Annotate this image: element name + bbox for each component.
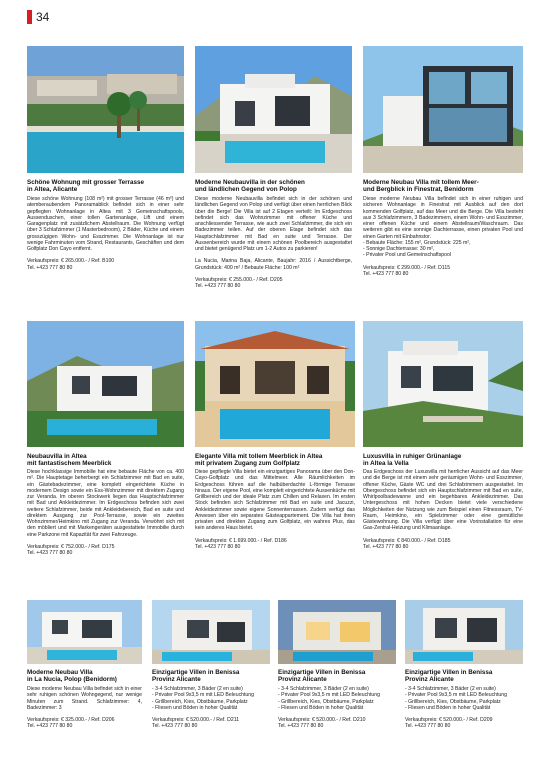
listing-title: mit fantastischem Meerblick	[27, 460, 112, 468]
listing-feature: - Grillbereich, Kies, Obstbäume, Parkplatz	[405, 698, 501, 705]
listing-feature: - Fliesen und Böden in hoher Qualität	[152, 704, 238, 711]
listing-card	[278, 600, 396, 775]
listing-title: in Altea la Vella	[363, 460, 409, 468]
property-photo-la-nucia-villa	[27, 600, 142, 664]
listing-title: Elegante Villa mit tollem Meerblick in Altea	[195, 453, 323, 460]
listing-card	[363, 46, 523, 306]
listing-title: Moderne Neubau Villa	[27, 669, 93, 676]
listing-title: Moderne Neubauvilla in der schönen	[195, 179, 305, 186]
page-marker	[27, 10, 32, 24]
listing-feature: - 3-4 Schlafzimmer, 3 Bäder (2 en suite)	[152, 686, 243, 692]
property-photo-benissa-villa	[152, 600, 270, 664]
listing-description: Diese gepflegte Villa bietet ein einzigartiges Panorama über den Don-Cayo-Golfplatz und das Mittelmeer. Alle Räumlichkeiten im Erdgeschoss führen auf die halbüberdachte L-förmige Terrasse hinaus. Der eigene Pool, eine komplett eingerichtete Aussenküche mit Grillbereich und der ideale Platz zum Chillen und Relaxen. Im ersten Stock befinden sich Schlafzimmer mit Bad en suite und Jacuzzi, Ankleidezimmer sowie eigene Sonnenterrassen. Zudem verfügt das Anwesen über ein separates Gästeappartement. Die Villa hat ihren privaten und direkten Zugang zum Golfplatz, ein wahres Plus, das kein anderes Haus bietet.	[195, 469, 355, 532]
listing-phone: Tel. +423 777 80 80	[363, 543, 409, 550]
listing-title: Luxusvilla in ruhiger Grünanlage	[363, 453, 462, 460]
listing-title: Moderne Neubau Villa mit tollem Meer-	[363, 179, 479, 186]
listing-feature: - 3-4 Schlafzimmer, 3 Bäder (2 en suite)	[278, 686, 369, 692]
listing-feature: - 3-4 Schlafzimmer, 3 Bäder (2 en suite)	[405, 686, 496, 692]
listing-title: Einzigartige Villen in Benissa	[405, 669, 493, 676]
property-photo-altea-neubauvilla	[27, 321, 184, 447]
listing-card	[27, 600, 142, 775]
listing-title: in Altea, Alicante	[27, 186, 78, 194]
listing-feature: - Privater Pool 9x3,5 m mit LED Beleuchtung	[152, 692, 255, 699]
listing-feature: - Fliesen und Böden in hoher Qualität	[278, 704, 364, 711]
listing-title: Provinz Alicante	[278, 676, 327, 684]
listing-title: Einzigartige Villen in Benissa	[278, 669, 366, 676]
listing-description: Diese moderne Neubau Villa befindet sich in einer ruhigen und sicheren Wohnanlage in Finestrat mit Ausblick auf den dort kommenden Golfplatz, auf das Meer und die Berge. Die Villa besteht aus 3 Schlafzimmern, 3 Badezimmern, einem Wohn- und Esszimmer, einer offenen Küche und einem Abstellraum/Waschraum. Das weiteren gibt es eine sonnige Dachterrasse, einen privaten Pool und einen Garten mit Einbahnstor.	[363, 196, 523, 240]
listing-card	[195, 321, 355, 589]
listing-description: Diese schöne Wohnung (108 m²) mit grosser Terrasse (46 m²) und atemberaubendem Panoramablick befindet sich in einer sehr gepflegten Wohnanlage in Altea mit 3 Gemeinschaftspools, Aussenduschen, einer tollen Gartenanlage, Lift und einem Garagenplatz mit zusätzlichem Abstellraum. Die Wohnung verfügt über 3 Schlafzimmer (1 Masterbedroom), 2 Bäder, Küche und einem grosszügigen Wohn- und Esszimmer. Die Wohnanlage ist nur wenige Fahrminuten vom Strand, Restaurants, Geschäften und dem Golfplatz Don Cayo entfernt.	[27, 196, 184, 252]
property-photo-finestrat-villa	[363, 46, 523, 173]
listing-title: und Bergblick in Finestrat, Benidorm	[363, 186, 474, 194]
listing-price: Verkaufspreis: € 1.699.000.- / Ref. D186	[195, 537, 287, 544]
listing-feature: - Fliesen und Böden in hoher Qualität	[405, 704, 491, 711]
property-photo-benissa-villa	[405, 600, 523, 664]
listing-description: Diese hochklassige Immobilie hat eine bebaute Fläche von ca. 400 m². Die Hauptetage beherbergt ein Schlafzimmer mit Bad en suite, ein Gästebadezimmer, eine komplett eingerichtete Küche in modernem Design sowie ein Ess-Wohnzimmer mit direktem Zugang zur Veranda. Im oberen Stockwerk liegen das Hauptschlafzimmer mit Bad und Ankleidezimmer. Im Erdgeschoss befinden sich zwei weitere Schlafzimmer, beide mit Ankleidebereich, Bad en suite und direktem Ausgang zur Pool-Terrasse, sowie ein zweites Wohnzimmer/Heimkino mit Zugang zur Veranda. Verwöhnt sich mit den möbliert und mit Markengeräten ausgestattete Immobilie durch eine Parkzone mit Kapazität für zwei Fahrzeuge.	[27, 469, 184, 538]
property-photo-polop-villa	[195, 46, 352, 173]
listing-phone: Tel. +423 777 80 80	[27, 264, 73, 271]
listing-price: Verkaufspreis: € 840.000.- / Ref. D185	[363, 537, 451, 544]
listing-title: Provinz Alicante	[152, 676, 201, 684]
listing-card	[27, 46, 184, 306]
listing-feature: - Grillbereich, Kies, Obstbäume, Parkplatz	[152, 698, 248, 705]
page-number: 34	[36, 10, 50, 24]
listing-title: Einzigartige Villen in Benissa	[152, 669, 240, 676]
listing-price: Verkaufspreis: € 520.000.- / Ref. D209	[405, 717, 493, 723]
listing-phone: Tel. +423 777 80 80	[152, 723, 198, 730]
listing-phone: Tel. +423 777 80 80	[278, 723, 324, 730]
listing-price: Verkaufspreis: € 325.000.- / Ref. D206	[27, 717, 115, 723]
listing-phone: Tel. +423 777 80 80	[405, 723, 451, 730]
listing-feature: - Sonnige Dachterrasse: 30 m²,	[363, 246, 435, 252]
listing-feature: - Privater Pool 9x3,5 m mit LED Beleuchtung	[405, 692, 508, 699]
listing-card	[195, 46, 352, 306]
property-photo-benissa-villa	[278, 600, 396, 664]
listing-price: Verkaufspreis: € 265.000.- / Ref. B100	[27, 258, 115, 265]
property-photo-altea-golf-villa	[195, 321, 355, 447]
listing-feature: - Privater Pool 9x3,5 m mit LED Beleuchtung	[278, 692, 381, 699]
property-photo-altea-apartment	[27, 46, 184, 173]
listing-details: La Nucia, Marina Baja, Alicante, Baujahr: 2016 / Aussichtberge, Grundstück: 400 m² / Bebaute Fläche: 100 m²	[195, 258, 352, 271]
listing-price: Verkaufspreis: € 752.000.- / Ref. D175	[27, 543, 115, 550]
listing-title: Schöne Wohnung mit grosser Terrasse	[27, 179, 144, 186]
listing-title: Provinz Alicante	[405, 676, 454, 684]
listing-description: Diese moderne Neubauvilla befindet sich in der schönen und ländlichen Gegend von Polop und verfügt über einen herrlichen Blick über die Berge! Die Villa ist auf 2 Etagen verteilt: Im Erdgeschoss befindet sich das Wohnzimmer mit offener Küche und anschliessender Terrasse, wie auch zwei Schlafzimmer, die sich ein Badezimmer teilen. Auf der oberen Etage befindet sich das Hauptschlafzimmer mit Bad en suite und Terrasse. Der Aussenbereich wurde mit einem schönen Poolbereich ausgestattet und bietet genügend Platz um 1-2 Autos zu parkieren!	[195, 196, 352, 252]
listing-price: Verkaufspreis: € 299.000.- / Ref. D115	[363, 264, 451, 271]
listing-price: Verkaufspreis: € 520.000.- / Ref. D210	[278, 717, 366, 723]
listing-title: und ländlichen Gegend von Polop	[195, 186, 297, 194]
listing-title: in La Nucia, Polop (Benidorm)	[27, 676, 117, 684]
listing-description: Das Erdgeschoss der Luxusvilla mit herrlicher Aussicht auf das Meer und die Berge ist mit einem sehr geräumigen Wohn- und Esszimmer, offener Küche, Gäste WC und drei Schlafzimmern ausgestattet. Im Obergeschoss befindet sich ein Hauptschlafzimmer mit Bad en suite, Whirlpoolbadewanne und ein begehbares Ankleidezimmer. Das Untergeschoss mit hohen Decken bietet viele verschiedene Möglichkeiten der Nutzung wie zum Beispiel einen Fitnessraum, TV-Raum, Heimkino, ein Spielzimmer oder eine gemütliche Gästewohnung. Die Villa verfügt über eine Vorinstallation für eine Gas-Zentral-Heizung und Klimaanlage.	[363, 469, 523, 532]
listing-price: Verkaufspreis: € 520.000.- / Ref. D211	[152, 717, 240, 723]
listing-phone: Tel. +423 777 80 80	[27, 550, 73, 556]
property-photo-altea-la-vella-villa	[363, 321, 523, 447]
listing-title: mit privatem Zugang zum Golfplatz	[195, 460, 300, 468]
listing-phone: Tel. +423 777 80 80	[195, 283, 241, 289]
listing-feature: - Privater Pool und Gemeinschaftspool	[363, 252, 452, 259]
listing-card	[405, 600, 523, 775]
listing-phone: Tel. +423 777 80 80	[27, 723, 73, 730]
listing-card	[363, 321, 523, 589]
listing-feature: - Grillbereich, Kies, Obstbäume, Parkplatz	[278, 698, 374, 705]
listing-feature: - Bebaute Fläche: 155 m², Grundstück: 225 m²,	[363, 239, 471, 246]
listing-price: Verkaufspreis: € 255.000.- / Ref. D205	[195, 276, 283, 283]
listing-phone: Tel. +423 777 80 80	[363, 270, 409, 277]
listing-card	[152, 600, 270, 775]
listing-title: Neubauvilla in Altea	[27, 453, 87, 460]
listing-description: Diese moderne Neubau Villa befindet sich in einer sehr ruhigen schönen Wohngegend, nur wenige Minuten zum Strand. Schlafzimmer: 4, Badezimmer: 3	[27, 686, 142, 711]
listing-card	[27, 321, 184, 589]
listing-phone: Tel. +423 777 80 80	[195, 543, 241, 550]
